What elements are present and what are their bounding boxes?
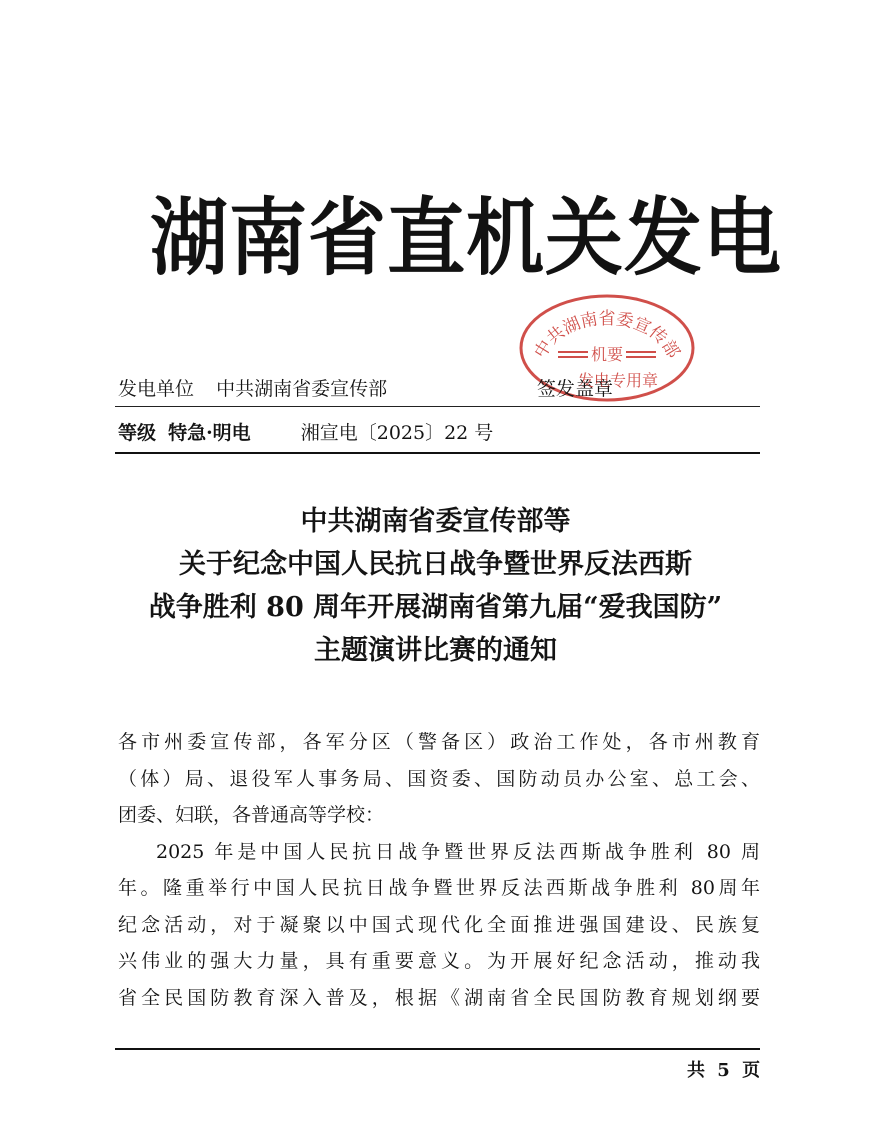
notice-title [100,500,771,672]
header-divider-bottom [115,452,760,454]
paragraph-line: 省全民国防教育深入普及，根据《湖南省全民国防教育规划纲要 [118,986,760,1009]
sign-seal-label: 签发盖章 [537,378,614,400]
page-count-suffix: 页 [742,1060,761,1081]
title-line: 关于纪念中国人民抗日战争暨世界反法西斯 [179,549,692,580]
recipients-line: （体）局、退役军人事务局、国资委、国防动员办公室、总工会、 [118,767,760,790]
page-count-number: 5 [717,1060,730,1081]
paragraph-line: 兴伟业的强大力量，具有重要意义。为开展好纪念活动，推动我 [118,950,760,972]
sender-label: 发电单位 [118,378,195,400]
body-text [118,724,760,1016]
footer-divider [115,1048,760,1050]
recipients-line: 各市州委宣传部，各军分区（警备区）政治工作处，各市州教育 [118,731,760,753]
paragraph-line: 2025 年是中国人民抗日战争暨世界反法西斯战争胜利 80 周 [156,840,760,863]
paragraph-line: 年。隆重举行中国人民抗日战争暨世界反法西斯战争胜利 80周年 [118,877,760,899]
masthead-title: 湖南省直机关发电 [150,189,783,288]
title-line: 中共湖南省委宣传部等 [300,506,571,537]
seal-bottom-text: 发电专用章 [577,371,659,390]
recipients-line: 团委、妇联，各普通高等学校： [118,804,385,826]
header-divider-top [115,406,760,407]
title-line: 主题演讲比赛的通知 [314,635,557,666]
document-number: 湘宣电〔2025〕22 号 [300,422,494,444]
paragraph-line: 纪念活动，对于凝聚以中国式现代化全面推进强国建设、民族复 [118,913,760,936]
page-count-prefix: 共 [687,1060,705,1081]
page-count [684,1056,763,1082]
sender-name: 中共湖南省委宣传部 [216,378,388,400]
sender-row [118,374,387,401]
seal-middle-text: 机要 [590,345,624,364]
grade-row [118,418,493,445]
title-line: 战争胜利 80 周年开展湖南省第九届“爱我国防” [148,592,723,623]
grade-label: 等级 [118,422,157,444]
seal-arc-text: 中共湖南省委宣传部 [530,309,684,362]
grade-value: 特急·明电 [168,422,251,444]
